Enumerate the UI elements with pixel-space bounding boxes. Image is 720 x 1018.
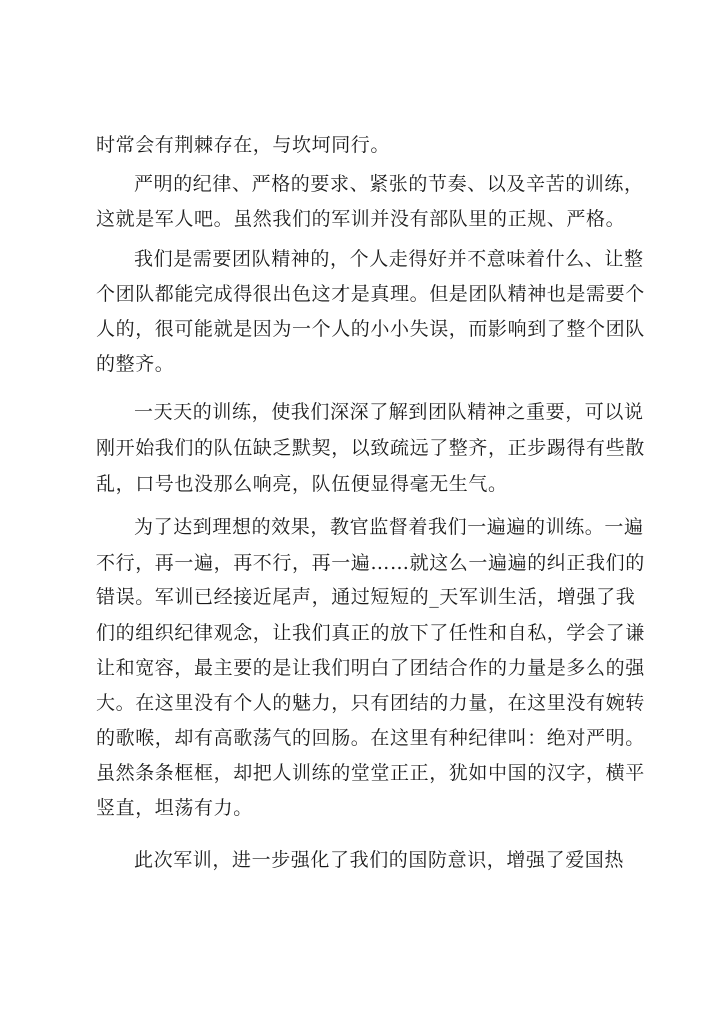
text-line: 错误。军训已经接近尾声，通过短短的_天军训生活，增强了我: [96, 586, 636, 608]
paragraph-first-line: 严明的纪律、严格的要求、紧张的节奏、以及辛苦的训练，: [134, 173, 644, 195]
paragraph-first-line: 一天天的训练，使我们深深了解到团队精神之重要，可以说: [134, 401, 644, 423]
paragraph-first-line: 为了达到理想的效果，教官监督着我们一遍遍的训练。一遍: [134, 516, 644, 538]
text-line: 的整齐。: [96, 353, 175, 375]
text-line: 不行，再一遍，再不行，再一遍……就这么一遍遍的纠正我们的: [96, 552, 645, 574]
text-line: 个团队都能完成得很出色这才是真理。但是团队精神也是需要个: [96, 283, 645, 305]
text-line: 竖直，坦荡有力。: [96, 797, 253, 819]
text-line: 大。在这里没有个人的魅力，只有团结的力量，在这里没有婉转: [96, 692, 645, 714]
text-line: 们的组织纪律观念，让我们真正的放下了任性和自私，学会了谦: [96, 622, 645, 644]
text-line: 时常会有荆棘存在，与坎坷同行。: [96, 134, 391, 156]
paragraph-first-line: 我们是需要团队精神的，个人走得好并不意味着什么、让整: [134, 248, 644, 270]
text-line: 的歌喉，却有高歌荡气的回肠。在这里有种纪律叫：绝对严明。: [96, 727, 645, 749]
paragraph-first-line: 此次军训，进一步强化了我们的国防意识，增强了爱国热: [134, 849, 625, 871]
text-line: 这就是军人吧。虽然我们的军训并没有部队里的正规、严格。: [96, 208, 626, 230]
text-line: 人的，很可能就是因为一个人的小小失误，而影响到了整个团队: [96, 318, 645, 340]
text-line: 刚开始我们的队伍缺乏默契，以致疏远了整齐，正步踢得有些散: [96, 437, 645, 459]
text-line: 虽然条条框框，却把人训练的堂堂正正，犹如中国的汉字，横平: [96, 762, 645, 784]
text-line: 让和宽容，最主要的是让我们明白了团结合作的力量是多么的强: [96, 657, 645, 679]
text-line: 乱，口号也没那么响亮，队伍便显得毫无生气。: [96, 473, 508, 495]
